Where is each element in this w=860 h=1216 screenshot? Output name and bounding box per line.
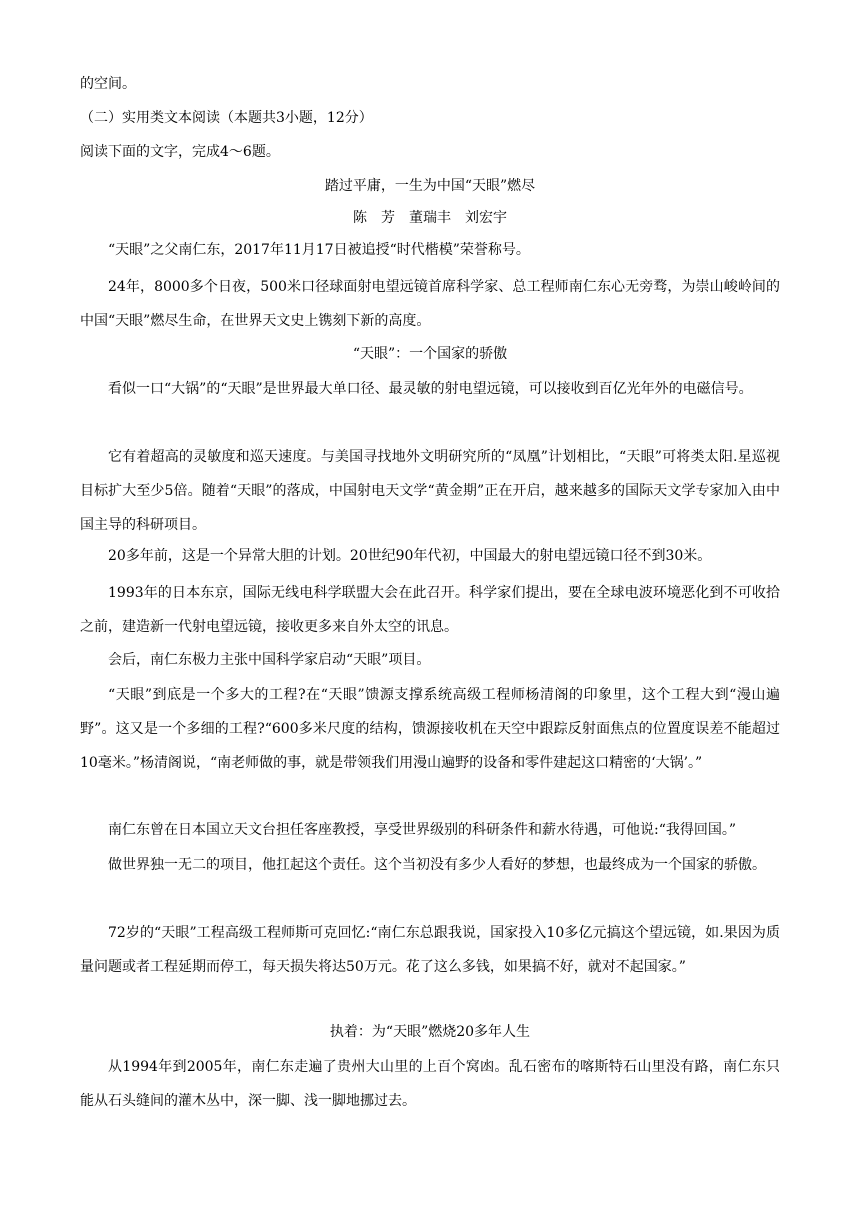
paragraph-9: 南仁东曾在日本国立天文台担任客座教授，享受世界级别的科研条件和薪水待遇，可他说:“我得回国。” (108, 822, 737, 838)
subheading-1: “天眼”：一个国家的骄傲 (352, 346, 508, 362)
paragraph-12: 从1994年到2005年，南仁东走遍了贵州大山里的上百个窝凼。乱石密布的喀斯特石山里没有路，南仁东只能从石头缝间的灌木丛中，深一脚、浅一脚地挪过去。 (80, 1059, 780, 1109)
paragraph-11: 72岁的“天眼”工程高级工程师斯可克回忆:“南仁东总跟我说，国家投入10多亿元搞这个望远镜，如.果因为质量问题或者工程延期而停工，每天损失将达50万元。花了这么多钱，如果搞不好，就对不起国家。” (80, 925, 780, 975)
paragraph-7: 会后，南仁东极力主张中国科学家启动“天眼”项目。 (108, 652, 431, 668)
paragraph-6: 1993年的日本东京，国际无线电科学联盟大会在此召开。科学家们提出，要在全球电波环境恶化到不可收拾之前，建造新一代射电望远镜，接收更多来自外太空的讯息。 (80, 585, 780, 635)
section-heading: （二）实用类文本阅读（本题共3小题，12分） (80, 110, 373, 126)
paragraph-8: “天眼”到底是一个多大的工程?在“天眼”馈源支撑系统高级工程师杨清阁的印象里，这个工程大到“漫山遍野”。这又是一个多细的工程?“600多米尺度的结构，馈源接收机在天空中跟踪反射面焦点的位置度误差不能超过10毫米。”杨清阁说，“南老师做的事，就是带领我们用漫山遍野的设备和零件建起这口精密的‘大锅’。” (80, 687, 780, 771)
article-authors: 陈 芳 董瑞丰 刘宏宇 (353, 210, 507, 226)
paragraph-5: 20多年前，这是一个异常大胆的计划。20世纪90年代初，中国最大的射电望远镜口径不到30米。 (108, 548, 712, 564)
paragraph-4: 它有着超高的灵敏度和巡天速度。与美国寻找地外文明研究所的“凤凰”计划相比，“天眼”可将类太阳.星巡视目标扩大至少5倍。随着“天眼”的落成，中国射电天文学“黄金期”正在开启，越来越多的国际天文学专家加入由中国主导的科研项目。 (80, 449, 780, 533)
top-fragment: 的空间。 (80, 76, 136, 92)
subheading-2: 执着：为“天眼”燃烧20多年人生 (329, 1024, 531, 1040)
paragraph-10: 做世界独一无二的项目，他扛起这个责任。这个当初没有多少人看好的梦想，也最终成为一个国家的骄傲。 (108, 857, 766, 873)
instruction-text: 阅读下面的文字，完成4～6题。 (80, 144, 280, 160)
paragraph-1: “天眼”之父南仁东，2017年11月17日被追授“时代楷模”荣誉称号。 (108, 242, 530, 258)
paragraph-2: 24年，8000多个日夜，500米口径球面射电望远镜首席科学家、总工程师南仁东心无旁骛，为崇山峻岭间的中国“天眼”燃尽生命，在世界天文史上镌刻下新的高度。 (80, 279, 780, 329)
article-title: 踏过平庸，一生为中国“天眼”燃尽 (324, 178, 536, 194)
paragraph-3: 看似一口“大锅”的“天眼”是世界最大单口径、最灵敏的射电望远镜，可以接收到百亿光年外的电磁信号。 (108, 381, 753, 397)
